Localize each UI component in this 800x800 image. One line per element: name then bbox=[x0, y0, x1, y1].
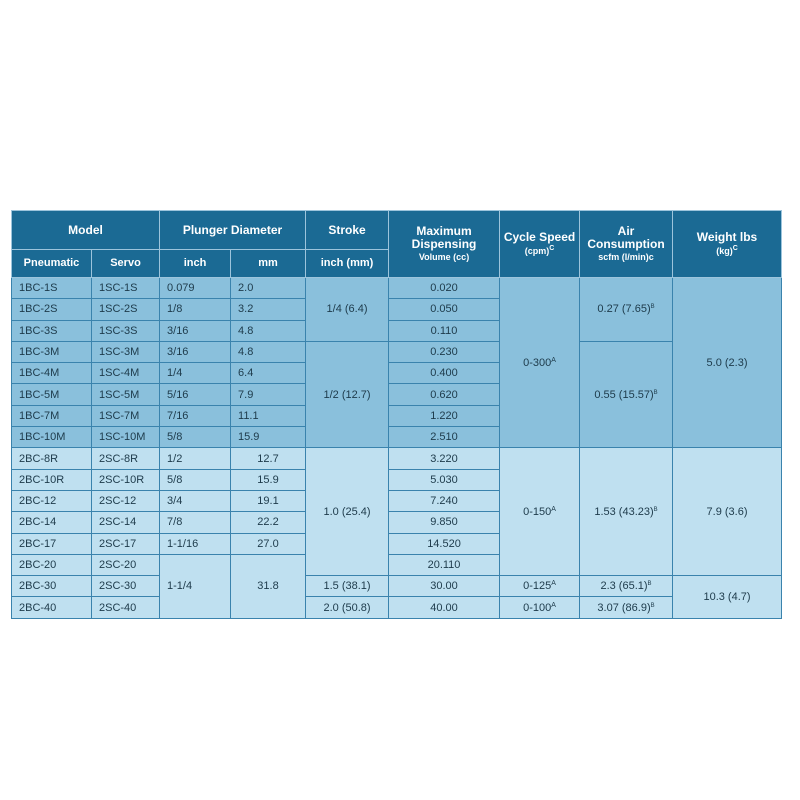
cell-volume: 0.230 bbox=[389, 341, 500, 362]
header-plunger-diameter: Plunger Diameter bbox=[160, 211, 306, 250]
header-mm: mm bbox=[231, 250, 306, 278]
cell-inch: 1-1/16 bbox=[160, 533, 231, 554]
cell-volume: 0.400 bbox=[389, 363, 500, 384]
cell-volume: 1.220 bbox=[389, 405, 500, 426]
cell-mm: 22.2 bbox=[231, 512, 306, 533]
header-pneumatic: Pneumatic bbox=[12, 250, 92, 278]
header-air-line1: Air bbox=[617, 224, 635, 239]
air-sup: B bbox=[653, 389, 658, 396]
air-value: 0.55 (15.57) bbox=[594, 388, 654, 401]
cell-servo: 2SC-20 bbox=[92, 554, 160, 575]
cell-volume: 7.240 bbox=[389, 490, 500, 511]
cell-mm: 31.8 bbox=[231, 554, 306, 618]
header-cycle-sup: C bbox=[549, 245, 555, 252]
cell-pneumatic: 2BC-40 bbox=[12, 597, 92, 618]
cell-inch: 3/4 bbox=[160, 490, 231, 511]
cell-air bbox=[580, 448, 673, 576]
cell-pneumatic: 1BC-1S bbox=[12, 278, 92, 299]
cell-mm: 11.1 bbox=[231, 405, 306, 426]
header-max-line1: Maximum bbox=[416, 224, 472, 239]
cell-inch: 1/2 bbox=[160, 448, 231, 469]
header-cycle-speed bbox=[500, 211, 580, 278]
cell-mm: 15.9 bbox=[231, 469, 306, 490]
cell-servo: 2SC-10R bbox=[92, 469, 160, 490]
cell-mm: 19.1 bbox=[231, 490, 306, 511]
cell-inch: 3/16 bbox=[160, 341, 231, 362]
spec-table bbox=[11, 210, 782, 619]
air-value: 1.53 (43.23) bbox=[594, 505, 654, 518]
cell-volume: 14.520 bbox=[389, 533, 500, 554]
header-stroke-unit: inch (mm) bbox=[306, 250, 389, 278]
cell-inch: 0.079 bbox=[160, 278, 231, 299]
table-row bbox=[12, 576, 782, 597]
cell-mm: 12.7 bbox=[231, 448, 306, 469]
cell-cycle-speed bbox=[500, 448, 580, 576]
cell-servo: 1SC-4M bbox=[92, 363, 160, 384]
cell-cycle-speed bbox=[500, 576, 580, 597]
header-inch: inch bbox=[160, 250, 231, 278]
cell-pneumatic: 1BC-10M bbox=[12, 427, 92, 448]
cycle-sup: A bbox=[551, 601, 556, 609]
header-weight-line2: (kg) bbox=[716, 246, 733, 256]
cell-pneumatic: 1BC-4M bbox=[12, 363, 92, 384]
cell-inch: 5/16 bbox=[160, 384, 231, 405]
cell-mm: 4.8 bbox=[231, 341, 306, 362]
cell-inch: 3/16 bbox=[160, 320, 231, 341]
air-sup: B bbox=[650, 304, 655, 311]
cell-volume: 2.510 bbox=[389, 427, 500, 448]
cell-pneumatic: 2BC-8R bbox=[12, 448, 92, 469]
cell-pneumatic: 2BC-14 bbox=[12, 512, 92, 533]
header-weight bbox=[673, 211, 782, 278]
cell-mm: 4.8 bbox=[231, 320, 306, 341]
cell-stroke: 2.0 (50.8) bbox=[306, 597, 389, 618]
cell-pneumatic: 2BC-12 bbox=[12, 490, 92, 511]
header-cycle-line2: (cpm) bbox=[524, 246, 550, 256]
header-max-line3: Volume (cc) bbox=[418, 252, 470, 263]
cell-servo: 2SC-14 bbox=[92, 512, 160, 533]
header-weight-line1: Weight lbs bbox=[696, 230, 758, 245]
cell-volume: 0.620 bbox=[389, 384, 500, 405]
cell-stroke: 1.5 (38.1) bbox=[306, 576, 389, 597]
cell-weight: 5.0 (2.3) bbox=[673, 278, 782, 448]
cell-inch: 7/16 bbox=[160, 405, 231, 426]
air-value: 2.3 (65.1) bbox=[600, 580, 648, 593]
cell-inch: 7/8 bbox=[160, 512, 231, 533]
header-air-line3: scfm (l/min)c bbox=[598, 252, 654, 263]
table-row bbox=[12, 278, 782, 299]
cell-volume: 0.020 bbox=[389, 278, 500, 299]
cycle-value: 0-150 bbox=[523, 505, 552, 518]
air-sup: B bbox=[653, 506, 658, 513]
air-value: 0.27 (7.65) bbox=[597, 303, 651, 316]
cell-servo: 1SC-1S bbox=[92, 278, 160, 299]
cell-volume: 9.850 bbox=[389, 512, 500, 533]
table-row bbox=[12, 448, 782, 469]
cell-inch: 5/8 bbox=[160, 427, 231, 448]
cycle-sup: A bbox=[551, 580, 556, 588]
table-row bbox=[12, 341, 782, 362]
cell-servo: 1SC-5M bbox=[92, 384, 160, 405]
cell-pneumatic: 1BC-3M bbox=[12, 341, 92, 362]
header-air-line2: Consumption bbox=[587, 236, 665, 251]
cell-stroke: 1.0 (25.4) bbox=[306, 448, 389, 576]
cell-stroke: 1/4 (6.4) bbox=[306, 278, 389, 342]
cell-pneumatic: 1BC-3S bbox=[12, 320, 92, 341]
cell-air bbox=[580, 576, 673, 597]
air-value: 3.07 (86.9) bbox=[597, 601, 651, 614]
header-air-consumption bbox=[580, 211, 673, 278]
cell-mm: 27.0 bbox=[231, 533, 306, 554]
cell-mm: 7.9 bbox=[231, 384, 306, 405]
cell-pneumatic: 2BC-30 bbox=[12, 576, 92, 597]
cell-servo: 1SC-7M bbox=[92, 405, 160, 426]
cell-mm: 3.2 bbox=[231, 299, 306, 320]
cell-volume: 0.110 bbox=[389, 320, 500, 341]
cell-cycle-speed bbox=[500, 597, 580, 618]
cell-pneumatic: 2BC-10R bbox=[12, 469, 92, 490]
cell-stroke: 1/2 (12.7) bbox=[306, 341, 389, 447]
cycle-value: 0-100 bbox=[523, 601, 552, 614]
cell-volume: 0.050 bbox=[389, 299, 500, 320]
cell-cycle-speed bbox=[500, 278, 580, 448]
header-cycle-line1: Cycle Speed bbox=[503, 230, 576, 245]
cycle-value: 0-300 bbox=[523, 356, 552, 369]
cell-servo: 1SC-3S bbox=[92, 320, 160, 341]
cell-weight: 7.9 (3.6) bbox=[673, 448, 782, 576]
cycle-value: 0-125 bbox=[523, 580, 552, 593]
cell-mm: 6.4 bbox=[231, 363, 306, 384]
cell-volume: 40.00 bbox=[389, 597, 500, 618]
header-stroke: Stroke bbox=[306, 211, 389, 250]
cell-inch: 1/4 bbox=[160, 363, 231, 384]
header-max-line2: Dispensing bbox=[411, 236, 477, 251]
cell-weight: 10.3 (4.7) bbox=[673, 576, 782, 619]
cell-servo: 2SC-40 bbox=[92, 597, 160, 618]
cell-air bbox=[580, 597, 673, 618]
cell-mm: 15.9 bbox=[231, 427, 306, 448]
cell-inch: 1/8 bbox=[160, 299, 231, 320]
header-servo: Servo bbox=[92, 250, 160, 278]
header-weight-sup: C bbox=[732, 245, 738, 252]
cell-servo: 2SC-30 bbox=[92, 576, 160, 597]
table-row bbox=[12, 597, 782, 618]
cycle-sup: A bbox=[551, 505, 556, 513]
cell-volume: 30.00 bbox=[389, 576, 500, 597]
cell-servo: 2SC-12 bbox=[92, 490, 160, 511]
cell-servo: 2SC-8R bbox=[92, 448, 160, 469]
header-max-volume bbox=[389, 211, 500, 278]
cell-volume: 20.110 bbox=[389, 554, 500, 575]
cell-pneumatic: 2BC-20 bbox=[12, 554, 92, 575]
cell-air bbox=[580, 341, 673, 447]
air-sup: B bbox=[647, 581, 652, 588]
cell-volume: 5.030 bbox=[389, 469, 500, 490]
cell-volume: 3.220 bbox=[389, 448, 500, 469]
header-model: Model bbox=[12, 211, 160, 250]
cell-inch: 1-1/4 bbox=[160, 554, 231, 618]
cell-pneumatic: 1BC-2S bbox=[12, 299, 92, 320]
air-sup: B bbox=[650, 602, 655, 609]
cell-servo: 2SC-17 bbox=[92, 533, 160, 554]
cell-servo: 1SC-3M bbox=[92, 341, 160, 362]
cell-pneumatic: 1BC-5M bbox=[12, 384, 92, 405]
cell-servo: 1SC-2S bbox=[92, 299, 160, 320]
cell-mm: 2.0 bbox=[231, 278, 306, 299]
cell-pneumatic: 1BC-7M bbox=[12, 405, 92, 426]
cycle-sup: A bbox=[551, 356, 556, 364]
cell-servo: 1SC-10M bbox=[92, 427, 160, 448]
cell-pneumatic: 2BC-17 bbox=[12, 533, 92, 554]
cell-air bbox=[580, 278, 673, 342]
cell-inch: 5/8 bbox=[160, 469, 231, 490]
